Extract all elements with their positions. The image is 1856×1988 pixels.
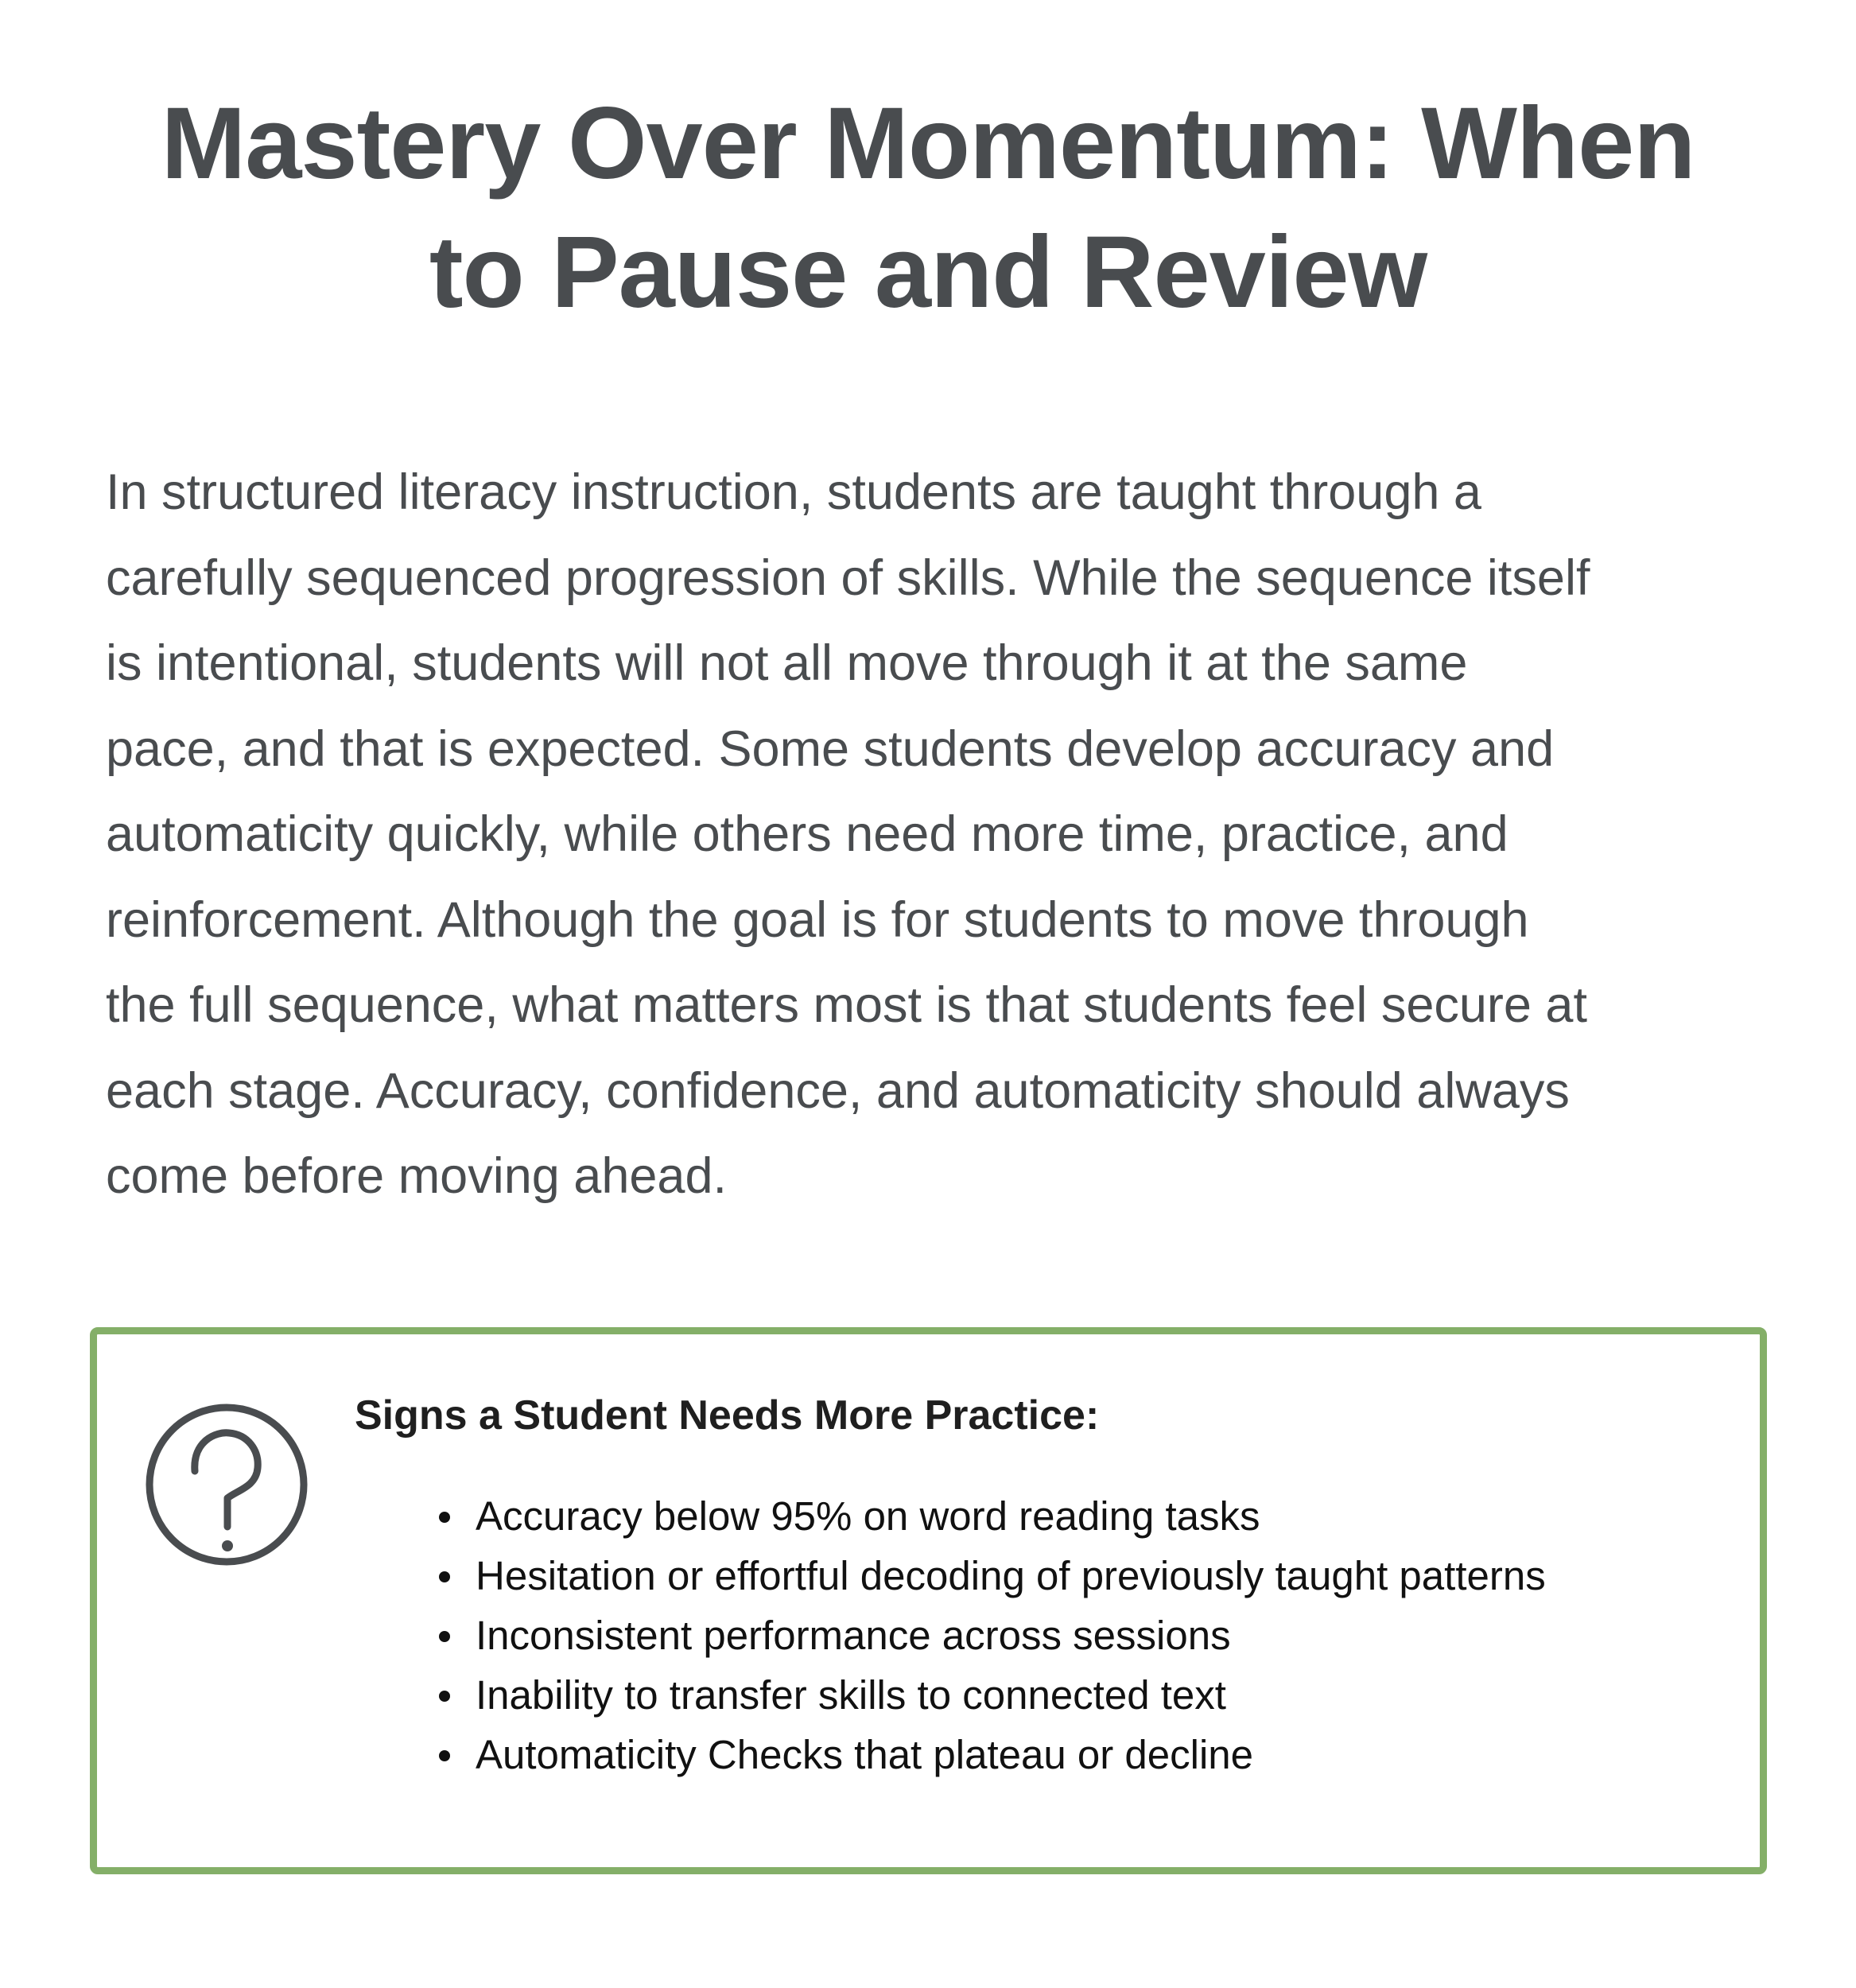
bullet-icon (439, 1571, 450, 1582)
page-title (0, 80, 1856, 337)
intro-line: is intentional, students will not all move through it at the same (106, 635, 1468, 691)
list-item-text: Inability to transfer skills to connected text (476, 1672, 1226, 1718)
intro-line: the full sequence, what matters most is that students feel secure at (106, 977, 1587, 1033)
intro-line: reinforcement. Although the goal is for students to move through (106, 891, 1529, 948)
intro-line: In structured literacy instruction, students are taught through a (106, 464, 1481, 520)
intro-line: each stage. Accuracy, confidence, and automaticity should always (106, 1062, 1570, 1119)
list-item (431, 1725, 1546, 1784)
list-item-text: Inconsistent performance across sessions (476, 1613, 1231, 1658)
intro-line: pace, and that is expected. Some students develop accuracy and (106, 720, 1555, 777)
page-title-line-2: to Pause and Review (429, 215, 1427, 329)
practice-signs-callout (90, 1327, 1767, 1874)
list-item (431, 1486, 1546, 1546)
list-item (431, 1665, 1546, 1725)
intro-paragraph (106, 450, 1807, 1220)
intro-line: carefully sequenced progression of skills. While the sequence itself (106, 549, 1590, 606)
list-item-text: Hesitation or effortful decoding of previously taught patterns (476, 1553, 1546, 1598)
question-circle-icon (143, 1401, 310, 1568)
bullet-icon (439, 1631, 450, 1642)
bullet-icon (439, 1512, 450, 1523)
bullet-icon (439, 1691, 450, 1702)
intro-line: automaticity quickly, while others need more time, practice, and (106, 806, 1508, 862)
list-item (431, 1606, 1546, 1665)
intro-line: come before moving ahead. (106, 1148, 727, 1204)
practice-signs-list (431, 1486, 1546, 1784)
list-item (431, 1546, 1546, 1606)
list-item-text: Accuracy below 95% on word reading tasks (476, 1493, 1260, 1539)
bullet-icon (439, 1750, 450, 1761)
page-title-line-1: Mastery Over Momentum: When (161, 87, 1695, 200)
list-item-text: Automaticity Checks that plateau or decline (476, 1732, 1254, 1777)
callout-heading: Signs a Student Needs More Practice: (355, 1392, 1100, 1439)
